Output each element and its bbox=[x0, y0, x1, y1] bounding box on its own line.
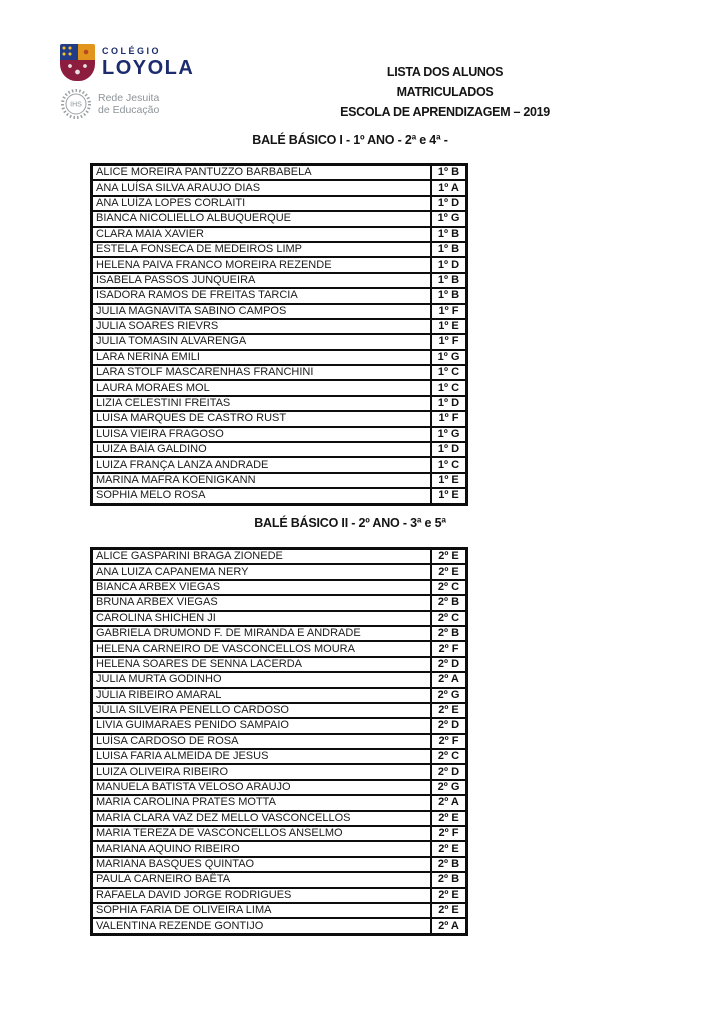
student-name-cell: RAFAELA DAVID JORGE RODRIGUES bbox=[92, 888, 432, 903]
student-name-cell: ISABELA PASSOS JUNQUEIRA bbox=[92, 273, 432, 288]
student-row bbox=[92, 641, 467, 656]
student-class-cell: 1º B bbox=[431, 165, 467, 181]
student-name-cell: VALENTINA REZENDE GONTIJO bbox=[92, 918, 432, 934]
student-class-cell: 1º B bbox=[431, 242, 467, 257]
student-class-cell: 2º B bbox=[431, 626, 467, 641]
student-row bbox=[92, 411, 467, 426]
student-class-cell: 1º C bbox=[431, 365, 467, 380]
student-name-cell: LUISA FARIA ALMEIDA DE JESUS bbox=[92, 749, 432, 764]
student-class-cell: 2º D bbox=[431, 718, 467, 733]
svg-text:IHS: IHS bbox=[70, 101, 82, 109]
student-name-cell: LIZIA CELESTINI FREITAS bbox=[92, 396, 432, 411]
student-class-cell: 1º D bbox=[431, 396, 467, 411]
student-name-cell: ANA LUÍZA LOPES CORLAITI bbox=[92, 196, 432, 211]
shield-blue-quadrant bbox=[60, 44, 78, 60]
student-name-cell: LUIZA OLIVEIRA RIBEIRO bbox=[92, 764, 432, 779]
student-row bbox=[92, 165, 467, 181]
document-title-line2: ESCOLA DE APRENDIZAGEM – 2019 bbox=[340, 105, 550, 119]
student-row bbox=[92, 749, 467, 764]
student-name-cell: BRUNA ARBEX VIEGAS bbox=[92, 595, 432, 610]
student-class-cell: 1º D bbox=[431, 257, 467, 272]
roster-table-body bbox=[92, 165, 467, 505]
shield-orange-quadrant bbox=[78, 44, 96, 60]
student-name-cell: ALICE GASPARINI BRAGA ZIONEDE bbox=[92, 549, 432, 565]
student-row bbox=[92, 273, 467, 288]
roster-table-bale-basico-1 bbox=[90, 163, 468, 506]
student-name-cell: JULIA TOMASIN ALVARENGA bbox=[92, 334, 432, 349]
student-row bbox=[92, 564, 467, 579]
student-class-cell: 1º E bbox=[431, 488, 467, 504]
student-class-cell: 2º E bbox=[431, 703, 467, 718]
network-label-line1: Rede Jesuita bbox=[98, 91, 160, 104]
student-row bbox=[92, 365, 467, 380]
student-class-cell: 2º A bbox=[431, 918, 467, 934]
student-class-cell: 1º F bbox=[431, 334, 467, 349]
student-class-cell: 1º B bbox=[431, 273, 467, 288]
student-name-cell: CAROLINA SHICHEN JI bbox=[92, 611, 432, 626]
student-class-cell: 2º C bbox=[431, 611, 467, 626]
student-class-cell: 1º B bbox=[431, 227, 467, 242]
student-name-cell: JULIA MURTA GODINHO bbox=[92, 672, 432, 687]
student-name-cell: JÚLIA RIBEIRO AMARAL bbox=[92, 688, 432, 703]
network-label-line2: de Educação bbox=[98, 104, 160, 116]
section-heading-bale-basico-2: BALÉ BÁSICO II - 2º ANO - 3ª e 5ª bbox=[254, 516, 446, 530]
student-row bbox=[92, 350, 467, 365]
student-class-cell: 1º F bbox=[431, 411, 467, 426]
student-row bbox=[92, 888, 467, 903]
student-class-cell: 2º D bbox=[431, 764, 467, 779]
student-name-cell: MARINA MAFRA KOENIGKANN bbox=[92, 473, 432, 488]
logo-bottom-row bbox=[60, 88, 250, 120]
student-class-cell: 1º B bbox=[431, 288, 467, 303]
student-class-cell: 2º C bbox=[431, 580, 467, 595]
student-class-cell: 2º E bbox=[431, 564, 467, 579]
student-name-cell: GABRIELA DRUMOND F. DE MIRANDA E ANDRADE bbox=[92, 626, 432, 641]
student-row bbox=[92, 595, 467, 610]
student-row bbox=[92, 473, 467, 488]
student-row bbox=[92, 688, 467, 703]
student-name-cell: ALICE MOREIRA PANTUZZO BARBABELA bbox=[92, 165, 432, 181]
document-title-line1: LISTA DOS ALUNOS MATRICULADOS bbox=[386, 65, 504, 99]
student-row bbox=[92, 703, 467, 718]
student-class-cell: 1º E bbox=[431, 473, 467, 488]
student-name-cell: LARA NERINA EMILI bbox=[92, 350, 432, 365]
student-class-cell: 2º E bbox=[431, 811, 467, 826]
student-class-cell: 2º G bbox=[431, 780, 467, 795]
student-name-cell: JULIA MAGNAVITA SABINO CAMPOS bbox=[92, 304, 432, 319]
roster-table-body bbox=[92, 549, 467, 935]
student-name-cell: CLARA MAIA XAVIER bbox=[92, 227, 432, 242]
logo-loyola-text: LOYOLA bbox=[102, 57, 195, 79]
student-row bbox=[92, 288, 467, 303]
student-name-cell: LIVIA GUIMARAES PENIDO SAMPAIO bbox=[92, 718, 432, 733]
student-name-cell: LUIZA BAÍA GALDINO bbox=[92, 442, 432, 457]
student-class-cell: 2º E bbox=[431, 841, 467, 856]
student-class-cell: 1º D bbox=[431, 196, 467, 211]
student-row bbox=[92, 826, 467, 841]
student-name-cell: PAULA CARNEIRO BAÊTA bbox=[92, 872, 432, 887]
student-name-cell: MARIA CLARA VAZ DEZ MELLO VASCONCELLOS bbox=[92, 811, 432, 826]
student-class-cell: 2º A bbox=[431, 795, 467, 810]
student-name-cell: LUÍSA CARDOSO DE ROSA bbox=[92, 734, 432, 749]
student-name-cell: MARIANA BASQUES QUINTAO bbox=[92, 857, 432, 872]
student-row bbox=[92, 611, 467, 626]
student-row bbox=[92, 734, 467, 749]
student-row bbox=[92, 903, 467, 918]
student-name-cell: LUIZA FRANÇA LANZA ANDRADE bbox=[92, 457, 432, 472]
student-name-cell: JÚLIA SILVEIRA PENELLO CARDOSO bbox=[92, 703, 432, 718]
student-class-cell: 1º G bbox=[431, 427, 467, 442]
logo-top-row bbox=[60, 44, 250, 81]
student-row bbox=[92, 427, 467, 442]
student-row bbox=[92, 242, 467, 257]
student-class-cell: 2º C bbox=[431, 749, 467, 764]
student-class-cell: 2º D bbox=[431, 657, 467, 672]
student-row bbox=[92, 211, 467, 226]
student-name-cell: ANA LUIZA CAPANEMA NERY bbox=[92, 564, 432, 579]
student-name-cell: HELENA SOARES DE SENNA LACERDA bbox=[92, 657, 432, 672]
student-name-cell: ISADORA RAMOS DE FREITAS TARCIA bbox=[92, 288, 432, 303]
student-row bbox=[92, 334, 467, 349]
student-name-cell: ANA LUÍSA SILVA ARAUJO DIAS bbox=[92, 180, 432, 195]
student-name-cell: MARIA TEREZA DE VASCONCELLOS ANSELMO bbox=[92, 826, 432, 841]
student-class-cell: 1º D bbox=[431, 442, 467, 457]
student-row bbox=[92, 764, 467, 779]
student-class-cell: 1º F bbox=[431, 304, 467, 319]
student-name-cell: BIANCA NICOLIELLO ALBUQUERQUE bbox=[92, 211, 432, 226]
student-name-cell: LUISA MARQUES DE CASTRO RUST bbox=[92, 411, 432, 426]
student-row bbox=[92, 580, 467, 595]
student-row bbox=[92, 857, 467, 872]
student-class-cell: 1º G bbox=[431, 211, 467, 226]
student-row bbox=[92, 780, 467, 795]
student-class-cell: 2º E bbox=[431, 549, 467, 565]
school-logo bbox=[60, 44, 250, 120]
student-row bbox=[92, 488, 467, 504]
student-class-cell: 2º B bbox=[431, 857, 467, 872]
student-name-cell: BIANCA ARBEX VIEGAS bbox=[92, 580, 432, 595]
student-name-cell: LUISA VIEIRA FRAGOSO bbox=[92, 427, 432, 442]
student-row bbox=[92, 227, 467, 242]
student-row bbox=[92, 396, 467, 411]
student-row bbox=[92, 718, 467, 733]
student-name-cell: MARIA CAROLINA PRATES MOTTA bbox=[92, 795, 432, 810]
student-row bbox=[92, 918, 467, 934]
student-row bbox=[92, 304, 467, 319]
student-class-cell: 2º E bbox=[431, 903, 467, 918]
student-row bbox=[92, 795, 467, 810]
jesuit-sun-seal-icon bbox=[60, 88, 92, 120]
student-row bbox=[92, 872, 467, 887]
student-row bbox=[92, 442, 467, 457]
roster-table-bale-basico-2 bbox=[90, 547, 468, 936]
student-class-cell: 2º G bbox=[431, 688, 467, 703]
student-class-cell: 2º F bbox=[431, 641, 467, 656]
student-row bbox=[92, 257, 467, 272]
student-row bbox=[92, 657, 467, 672]
student-row bbox=[92, 811, 467, 826]
student-row bbox=[92, 626, 467, 641]
student-name-cell: SOPHIA MELO ROSA bbox=[92, 488, 432, 504]
student-row bbox=[92, 841, 467, 856]
logo-colegio-text: COLÉGIO bbox=[102, 46, 162, 56]
student-class-cell: 1º E bbox=[431, 319, 467, 334]
student-class-cell: 2º B bbox=[431, 595, 467, 610]
student-name-cell: ESTELA FONSECA DE MEDEIROS LIMP bbox=[92, 242, 432, 257]
student-name-cell: LAURA MORAES MOL bbox=[92, 380, 432, 395]
student-class-cell: 1º A bbox=[431, 180, 467, 195]
student-class-cell: 2º F bbox=[431, 826, 467, 841]
student-class-cell: 1º C bbox=[431, 457, 467, 472]
student-name-cell: HELENA CARNEIRO DE VASCONCELLOS MOURA bbox=[92, 641, 432, 656]
student-name-cell: HELENA PAIVA FRANCO MOREIRA REZENDE bbox=[92, 257, 432, 272]
network-label bbox=[98, 92, 159, 117]
student-class-cell: 2º E bbox=[431, 888, 467, 903]
loyola-shield-icon bbox=[60, 44, 95, 81]
student-name-cell: LARA STOLF MASCARENHAS FRANCHINI bbox=[92, 365, 432, 380]
student-row bbox=[92, 672, 467, 687]
student-row bbox=[92, 196, 467, 211]
student-name-cell: SOPHIA FARIA DE OLIVEIRA LIMA bbox=[92, 903, 432, 918]
student-class-cell: 2º F bbox=[431, 734, 467, 749]
document-title bbox=[340, 62, 550, 122]
section-heading-bale-basico-1: BALÉ BÁSICO I - 1º ANO - 2ª e 4ª - bbox=[252, 133, 448, 147]
student-class-cell: 1º G bbox=[431, 350, 467, 365]
shield-maroon-base bbox=[60, 60, 95, 81]
student-name-cell: MARIANA AQUINO RIBEIRO bbox=[92, 841, 432, 856]
student-row bbox=[92, 457, 467, 472]
student-row bbox=[92, 180, 467, 195]
student-class-cell: 2º B bbox=[431, 872, 467, 887]
student-row bbox=[92, 319, 467, 334]
student-row bbox=[92, 380, 467, 395]
logo-wordmark bbox=[102, 44, 194, 80]
student-name-cell: MANUELA BATISTA VELOSO ARAUJO bbox=[92, 780, 432, 795]
student-name-cell: JULIA SOARES RIEVRS bbox=[92, 319, 432, 334]
student-row bbox=[92, 549, 467, 565]
student-class-cell: 1º C bbox=[431, 380, 467, 395]
student-class-cell: 2º A bbox=[431, 672, 467, 687]
